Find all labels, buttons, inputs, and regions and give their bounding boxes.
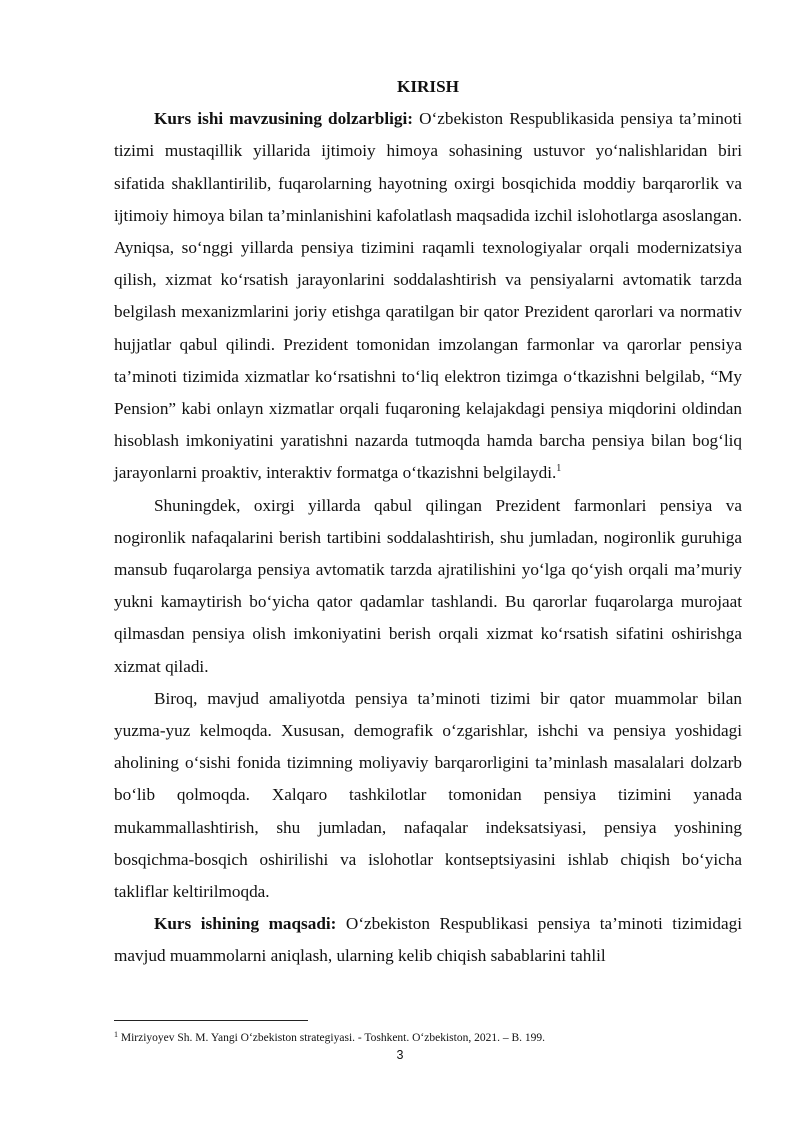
section-heading: KIRISH [396,77,460,96]
footnote [114,1030,742,1046]
footnote-marker: 1 [114,1030,118,1039]
goal-text: O‘zbekiston Respublikasi pensiya ta’minoti tizimidagi mavjud muammolarni aniqlash, ularning kelib chiqish sabablarini tahlil [114,914,742,966]
paragraph-goal [114,908,742,972]
footnote-text: Mirziyoyev Sh. M. Yangi O‘zbekiston strategiyasi. - Toshkent. O‘zbekiston, 2021. – B. 199. [118,1032,546,1044]
relevance-lead: Kurs ishi mavzusining dolzarbligi: [154,109,414,129]
relevance-text: O‘zbekiston Respublikasida pensiya ta’minoti tizimi mustaqillik yillarida ijtimoiy himoya sohasining ustuvor yo‘nalishlaridan biri sifatida shakllantirilib, fuqarolarning hayotning oxirgi bosqichida moddiy barqarorlik va ijtimoiy himoya bilan ta’minlanishini kafolatlash maqsadida izchil islohotlarga asoslangan. Ayniqsa, so‘nggi yillarda pensiya tizimini raqamli texnologiyalar orqali modernizatsiya qilish, xizmat ko‘rsatish jarayonlarini soddalashtirish va pensiyalarni avtomatik tarzda belgilash mexanizmlarini joriy etishga qaratilgan bir qator Prezident qarorlari va normativ hujjatlar qabul qilindi. Prezident tomonidan imzolangan farmonlar va qarorlar pensiya ta’minoti tizimida xizmatlar ko‘rsatishni to‘liq elektron tizimga o‘tkazishni belgilab, “My Pension” kabi onlayn xizmatlar orqali fuqaroning kelajakdagi pensiya miqdorini oldindan hisoblash imkoniyatini yaratishni nazarda tutmoqda hamda barcha pensiya bilan bog‘liq jarayonlarni proaktiv, interaktiv formatga o‘tkazishni belgilaydi. [114,109,743,483]
goal-lead: Kurs ishining maqsadi: [154,914,337,934]
paragraph-decrees: Shuningdek, oxirgi yillarda qabul qilingan Prezident farmonlari pensiya va nogironlik nafaqalarini berish tartibini soddalashtirish, shu jumladan, nogironlik guruhiga mansub fuqarolarga pensiya avtomatik tarzda ajratilishini yo‘lga qo‘yish orqali ma’muriy yukni kamaytirish bo‘yicha qator qadamlar tashlandi. Bu qarorlar fuqarolarga murojaat qilmasdan pensiya olish imkoniyatini berish orqali xizmat ko‘rsatish sifatini oshirishga xizmat qiladi. [114,495,742,676]
page-number: 3 [396,1048,404,1062]
footnote-separator [114,1020,308,1021]
paragraph-problems: Biroq, mavjud amaliyotda pensiya ta’minoti tizimi bir qator muammolar bilan yuzma-yuz kelmoqda. Xususan, demografik o‘zgarishlar, ishchi va pensiya yoshidagi aholining o‘sishi fonida tizimning moliyaviy barqarorligini ta’minlash masalalari dolzarb bo‘lib qolmoqda. Xalqaro tashkilotlar tomonidan pensiya tizimini yanada mukammallashtirish, shu jumladan, nafaqalar indeksatsiyasi, pensiya yoshining bosqichma-bosqich oshirilishi va islohotlar kontseptsiyasini ishlab chiqish bo‘yicha takliflar keltirilmoqda. [114,688,742,902]
footnote-reference[interactable]: 1 [556,463,562,475]
body-text [114,71,742,973]
paragraph-relevance [114,103,742,489]
